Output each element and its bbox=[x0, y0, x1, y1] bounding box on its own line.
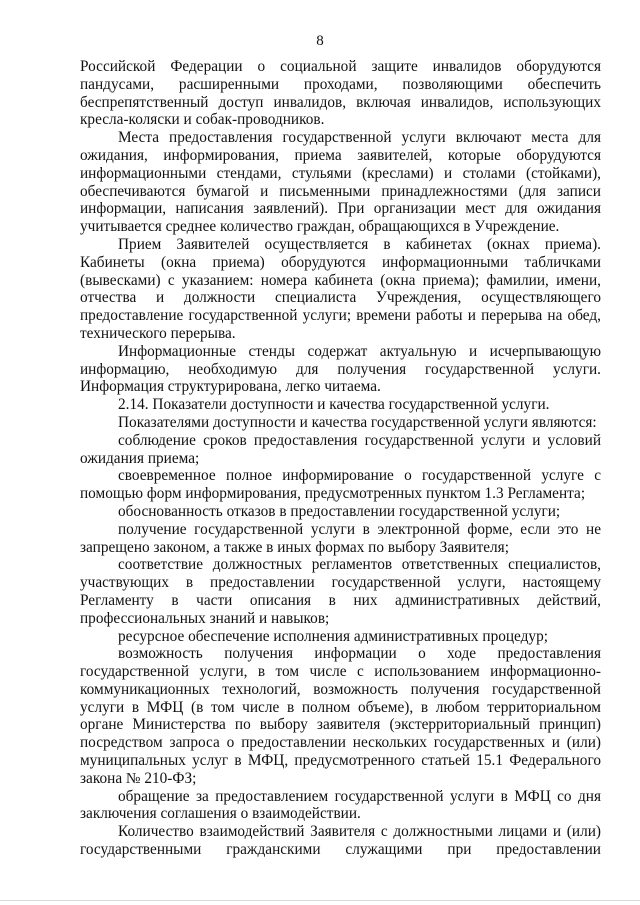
indicator-job-regulations: соответствие должностных регламентов ответственных специалистов, участвующих в предоставлении государственной услуги, настоящему Регламенту в части описания в них административных действий, профессиональных знаний и навыков; bbox=[80, 556, 601, 627]
indicator-electronic-form: получение государственной услуги в электронной форме, если это не запрещено законом, а также в иных формах по выбору Заявителя; bbox=[80, 520, 601, 556]
page-bottom-edge bbox=[0, 900, 640, 901]
indicator-progress-information: возможность получения информации о ходе предоставления государственной услуги, в том числе с использованием информационно-коммуникационных технологий, возможность получения государственной услуги в МФЦ (в том числе в полном объеме), в любом территориальном органе Министерства по выбору заявителя (экстерриториальный принцип) посредством запроса о предоставлении нескольких государственных и (или) муниципальных услуг в МФЦ, предусмотренного статьей 15.1 Федерального закона № 210-ФЗ; bbox=[80, 645, 601, 787]
section-heading-2-14: 2.14. Показатели доступности и качества государственной услуги. bbox=[118, 396, 550, 414]
paragraph-reception-offices: Прием Заявителей осуществляется в кабинетах (окнах приема). Кабинеты (окна приема) оборудуются информационными табличками (вывесками) с указанием: номера кабинета (окна приема); фамилии, имени, отчества и должности специалиста Учреждения, осуществляющего предоставление государственной услуги; времени работы и перерыва на обед, технического перерыва. bbox=[80, 235, 601, 342]
page-number: 8 bbox=[316, 33, 324, 49]
paragraph-service-places: Места предоставления государственной услуги включают места для ожидания, информирования, приема заявителей, которые оборудуются информационными стендами, стульями (креслами) и столами (стойками), обеспечиваются бумагой и письменными принадлежностями (для записи информации, написания заявлений). При организации мест для ожидания учитывается среднее количество граждан, обращающихся в Учреждение. bbox=[80, 129, 601, 236]
indicator-mfc-request: обращение за предоставлением государственной услуги в МФЦ со дня заключения соглашения о взаимодействии. bbox=[80, 787, 601, 823]
paragraph-accessibility-equipment: Российской Федерации о социальной защите инвалидов оборудуются пандусами, расширенными проходами, позволяющими обеспечить беспрепятственный доступ инвалидов, включая инвалидов, использующих кресла-коляски и собак-проводников. bbox=[80, 58, 601, 129]
indicator-deadlines: соблюдение сроков предоставления государственной услуги и условий ожидания приема; bbox=[80, 431, 601, 467]
indicator-refusals: обоснованность отказов в предоставлении государственной услуги; bbox=[118, 502, 561, 520]
paragraph-interactions-count: Количество взаимодействий Заявителя с должностными лицами и (или) государственными гражданскими служащими при предоставлении bbox=[80, 823, 601, 859]
indicator-informing: своевременное полное информирование о государственной услуге с помощью форм информирования, предусмотренных пунктом 1.3 Регламента; bbox=[80, 467, 601, 503]
paragraph-indicators-intro: Показателями доступности и качества государственной услуги являются: bbox=[118, 413, 597, 431]
paragraph-information-stands: Информационные стенды содержат актуальную и исчерпывающую информацию, необходимую для получения государственной услуги. Информация структурирована, легко читаема. bbox=[80, 342, 601, 396]
document-body bbox=[80, 58, 601, 859]
indicator-resource-support: ресурсное обеспечение исполнения административных процедур; bbox=[118, 627, 548, 645]
